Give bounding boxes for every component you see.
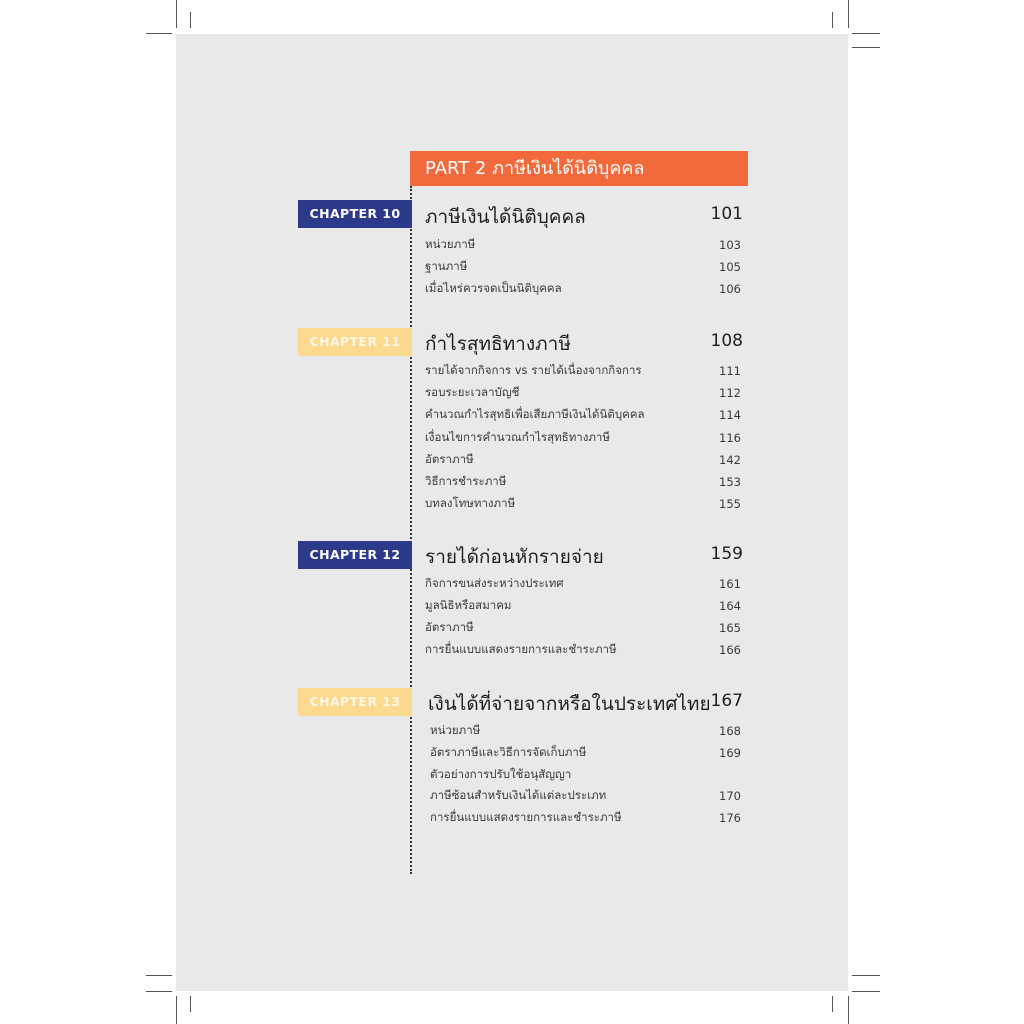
chapter-page-number: 167 [710,691,743,711]
crop-mark [848,996,849,1024]
toc-entry: ตัวอย่างการปรับใช้อนุสัญญา [430,767,572,781]
toc-entry: รอบระยะเวลาบัญชี [425,385,520,399]
chapter-title: กำไรสุทธิทางภาษี [425,333,571,355]
chapter-label: CHAPTER 10 [298,200,412,228]
crop-mark [832,996,833,1012]
toc-entry-page: 116 [719,431,741,445]
toc-entry-page: 112 [719,386,741,400]
crop-mark [852,991,880,992]
crop-mark [848,0,849,28]
crop-mark [190,12,191,28]
crop-mark [190,996,191,1012]
toc-entry: การยื่นแบบแสดงรายการและชำระภาษี [430,810,622,824]
toc-entry-page: 164 [719,599,741,613]
dotted-divider [410,186,412,874]
toc-entry: เงื่อนไขการคำนวณกำไรสุทธิทางภาษี [425,430,610,444]
crop-mark [176,0,177,28]
toc-entry: บทลงโทษทางภาษี [425,496,516,510]
toc-entry: การยื่นแบบแสดงรายการและชำระภาษี [425,642,617,656]
toc-entry: หน่วยภาษี [430,723,481,737]
toc-entry-page: 176 [719,811,741,825]
toc-entry-page: 155 [719,497,741,511]
toc-entry-page: 168 [719,724,741,738]
crop-mark [852,47,880,48]
toc-entry: ภาษีซ้อนสำหรับเงินได้แต่ละประเภท [430,788,607,802]
toc-entry-page: 165 [719,621,741,635]
toc-entry-page: 153 [719,475,741,489]
toc-entry-page: 161 [719,577,741,591]
toc-entry: มูลนิธิหรือสมาคม [425,598,512,612]
toc-entry: เมื่อไหร่ควรจดเป็นนิติบุคคล [425,281,562,295]
toc-entry: ฐานภาษี [425,259,468,273]
chapter-title: เงินได้ที่จ่ายจากหรือในประเทศไทย [428,693,711,715]
toc-entry-page: 106 [719,282,741,296]
chapter-page-number: 108 [710,331,743,351]
toc-entry-page: 111 [719,364,741,378]
crop-mark [146,991,172,992]
toc-entry-page: 169 [719,746,741,760]
chapter-label: CHAPTER 13 [298,688,412,716]
crop-mark [852,975,880,976]
chapter-title: ภาษีเงินได้นิติบุคคล [425,206,586,228]
chapter-page-number: 159 [710,544,743,564]
toc-entry-page: 105 [719,260,741,274]
chapter-page-number: 101 [710,204,743,224]
toc-entry: อัตราภาษี [425,452,474,466]
toc-entry-page: 103 [719,238,741,252]
crop-mark [176,996,177,1024]
chapter-title: รายได้ก่อนหักรายจ่าย [425,546,604,568]
part-header: PART 2 ภาษีเงินได้นิติบุคคล [410,151,748,186]
crop-mark [146,33,172,34]
crop-mark [146,975,172,976]
chapter-label: CHAPTER 11 [298,328,412,356]
toc-entry-page: 142 [719,453,741,467]
toc-entry: วิธีการชำระภาษี [425,474,507,488]
toc-entry: คำนวณกำไรสุทธิเพื่อเสียภาษีเงินได้นิติบุคคล [425,407,645,421]
crop-mark [852,33,880,34]
toc-entry-page: 170 [719,789,741,803]
toc-entry: อัตราภาษีและวิธีการจัดเก็บภาษี [430,745,587,759]
toc-entry: หน่วยภาษี [425,237,476,251]
toc-entry-page: 114 [719,408,741,422]
toc-entry-page: 166 [719,643,741,657]
toc-entry: กิจการขนส่งระหว่างประเทศ [425,576,564,590]
toc-entry: อัตราภาษี [425,620,474,634]
chapter-label: CHAPTER 12 [298,541,412,569]
crop-mark [832,12,833,28]
toc-entry: รายได้จากกิจการ vs รายได้เนื่องจากกิจการ [425,363,642,377]
